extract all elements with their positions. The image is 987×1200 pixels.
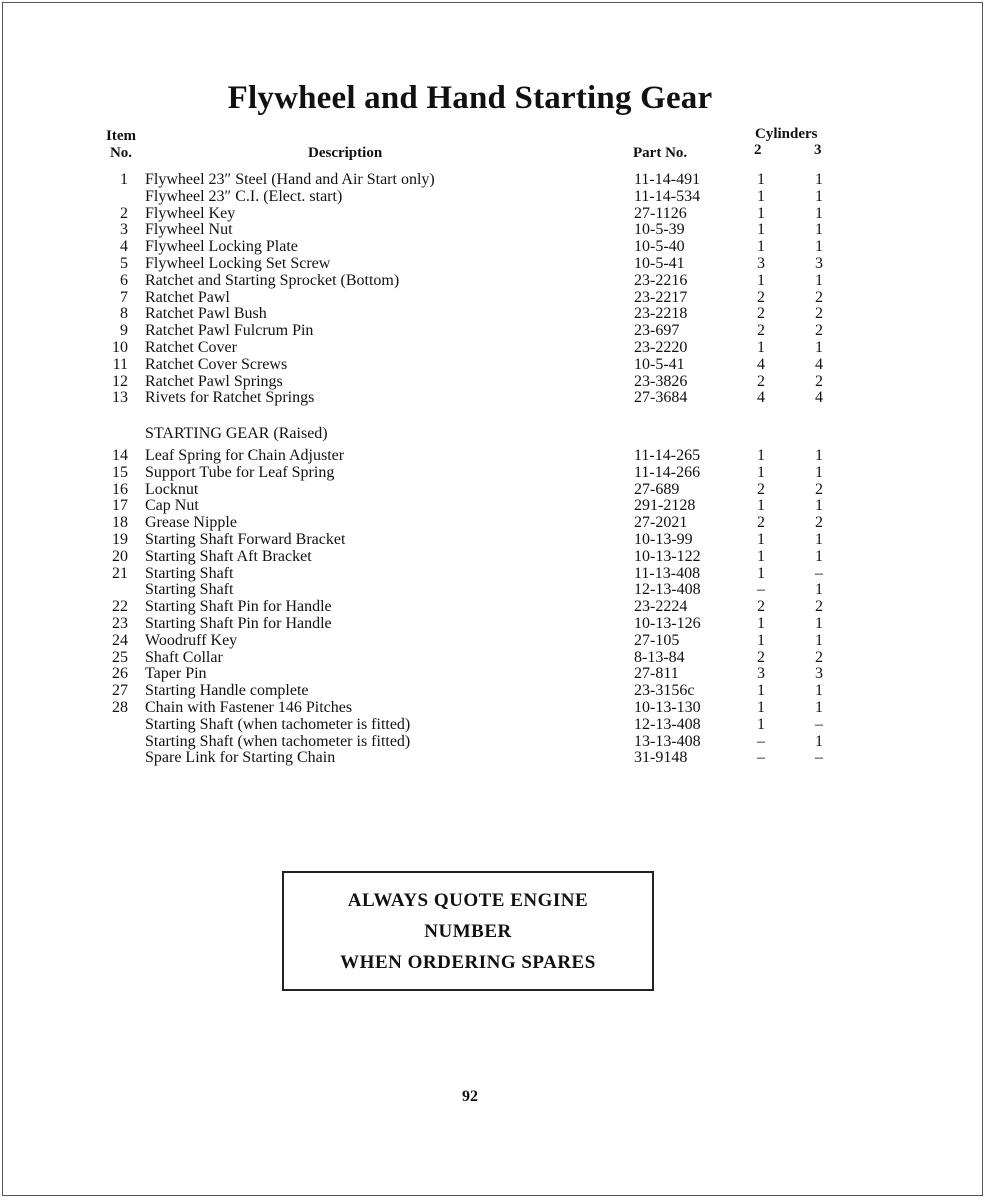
qty-2-cylinders: – — [757, 581, 765, 599]
qty-2-cylinders: 2 — [757, 305, 765, 323]
item-number: 20 — [112, 547, 128, 565]
qty-3-cylinders: 2 — [815, 648, 823, 666]
table-row — [0, 633, 987, 650]
qty-3-cylinders: 1 — [815, 682, 823, 700]
qty-3-cylinders: – — [815, 749, 823, 767]
part-description: Leaf Spring for Chain Adjuster — [145, 447, 345, 464]
item-number: 25 — [112, 648, 128, 666]
item-number: 14 — [112, 447, 128, 464]
table-row — [0, 256, 987, 273]
qty-2-cylinders: 1 — [757, 614, 765, 632]
table-row — [0, 650, 987, 667]
qty-3-cylinders: 1 — [815, 238, 823, 256]
part-description: Ratchet Pawl Bush — [145, 305, 267, 323]
qty-2-cylinders: 1 — [757, 238, 765, 256]
table-row — [0, 222, 987, 239]
part-description: Ratchet Cover — [145, 338, 237, 356]
qty-2-cylinders: 1 — [757, 221, 765, 239]
notice-line1: ALWAYS QUOTE ENGINE — [347, 890, 589, 911]
qty-2-cylinders: 1 — [757, 715, 765, 733]
qty-3-cylinders: 1 — [815, 732, 823, 750]
table-row — [0, 465, 987, 482]
part-number: 10-5-40 — [634, 238, 685, 256]
item-no-header — [100, 128, 142, 162]
item-header-line2: No. — [109, 145, 133, 161]
part-number: 11-14-266 — [634, 463, 701, 481]
qty-2-cylinders: 2 — [757, 514, 765, 532]
part-description: Starting Shaft (when tachometer is fitted) — [145, 715, 411, 733]
part-description: Spare Link for Starting Chain — [145, 749, 336, 767]
part-number: 31-9148 — [634, 749, 688, 767]
qty-2-cylinders: 1 — [757, 463, 765, 481]
table-row — [0, 206, 987, 223]
qty-3-cylinders: 1 — [815, 187, 823, 205]
qty-3-cylinders: 1 — [815, 698, 823, 716]
item-number: 26 — [112, 665, 128, 683]
table-row — [0, 357, 987, 374]
part-number: 8-13-84 — [634, 648, 685, 666]
qty-3-cylinders: 2 — [815, 514, 823, 532]
table-row — [0, 448, 987, 465]
description-header: Description — [308, 145, 383, 161]
part-description: Starting Shaft (when tachometer is fitted) — [145, 732, 411, 750]
item-number: 17 — [112, 497, 128, 515]
part-description: Starting Shaft Forward Bracket — [145, 530, 346, 548]
qty-3-cylinders: 2 — [815, 598, 823, 616]
qty-3-cylinders: 2 — [815, 288, 823, 306]
qty-2-cylinders: 2 — [757, 480, 765, 498]
table-row — [0, 306, 987, 323]
qty-2-cylinders: 4 — [757, 355, 765, 373]
table-row — [0, 599, 987, 616]
part-number: 10-13-130 — [634, 698, 701, 716]
table-row — [0, 616, 987, 633]
notice-line2: NUMBER — [424, 921, 512, 942]
qty-2-cylinders: 1 — [757, 682, 765, 700]
part-number: 10-5-41 — [634, 355, 685, 373]
part-number: 10-13-99 — [634, 530, 693, 548]
part-number: 11-14-491 — [634, 171, 701, 188]
table-row — [0, 172, 987, 189]
part-number: 23-2217 — [634, 288, 688, 306]
part-number: 23-697 — [634, 322, 680, 340]
part-number: 27-105 — [634, 631, 680, 649]
part-description: Cap Nut — [145, 497, 199, 515]
table-row — [0, 666, 987, 683]
part-no-header: Part No. — [633, 145, 688, 161]
item-number: 12 — [112, 372, 128, 390]
page-title: Flywheel and Hand Starting Gear — [227, 80, 713, 116]
table-row — [0, 515, 987, 532]
qty-3-cylinders: 1 — [815, 171, 823, 188]
qty-2-cylinders: 2 — [757, 372, 765, 390]
qty-2-cylinders: 2 — [757, 288, 765, 306]
part-description: Starting Shaft — [145, 581, 234, 599]
part-description: Starting Shaft Pin for Handle — [145, 598, 332, 616]
part-description: Flywheel Locking Set Screw — [145, 254, 331, 272]
part-number: 23-3156c — [634, 682, 695, 700]
part-description: Flywheel Locking Plate — [145, 238, 298, 256]
item-number: 10 — [112, 338, 128, 356]
part-description: Starting Handle complete — [145, 682, 309, 700]
table-row — [0, 482, 987, 499]
qty-3-cylinders: 1 — [815, 614, 823, 632]
part-number: 10-13-122 — [634, 547, 701, 565]
part-description: Shaft Collar — [145, 648, 223, 666]
part-number: 10-13-126 — [634, 614, 701, 632]
table-row — [0, 498, 987, 515]
part-description: Starting Shaft — [145, 564, 234, 582]
qty-3-cylinders: 4 — [815, 355, 823, 373]
qty-3-cylinders: 2 — [815, 305, 823, 323]
item-number: 19 — [112, 530, 128, 548]
qty-2-cylinders: 1 — [757, 447, 765, 464]
part-number: 11-14-265 — [634, 447, 701, 464]
starting-gear-parts-table — [0, 448, 987, 767]
qty-3-cylinders: 1 — [815, 463, 823, 481]
qty-3-cylinders: 2 — [815, 322, 823, 340]
part-description: Flywheel Key — [145, 204, 236, 222]
table-row — [0, 582, 987, 599]
table-row — [0, 734, 987, 751]
qty-2-cylinders: 1 — [757, 338, 765, 356]
qty-3-cylinders: 1 — [815, 547, 823, 565]
qty-2-cylinders: 1 — [757, 171, 765, 188]
item-number: 8 — [120, 305, 128, 323]
part-number: 23-2224 — [634, 598, 688, 616]
part-description: Ratchet Pawl — [145, 288, 230, 306]
qty-2-cylinders: 3 — [757, 254, 765, 272]
part-description: Flywheel 23″ C.I. (Elect. start) — [145, 187, 343, 205]
qty-2-cylinders: 1 — [757, 631, 765, 649]
part-number: 23-2218 — [634, 305, 688, 323]
item-header-line1: Item — [106, 128, 136, 144]
item-number: 23 — [112, 614, 128, 632]
part-description: Taper Pin — [145, 665, 207, 683]
part-description: Grease Nipple — [145, 514, 237, 532]
item-number: 3 — [120, 221, 128, 239]
notice-box — [282, 871, 654, 991]
qty-3-cylinders: 1 — [815, 338, 823, 356]
qty-2-cylinders: 1 — [757, 564, 765, 582]
item-number: 6 — [120, 271, 128, 289]
page-number: 92 — [462, 1088, 478, 1105]
qty-2-cylinders: 1 — [757, 204, 765, 222]
item-number: 28 — [112, 698, 128, 716]
notice-line3: WHEN ORDERING SPARES — [340, 952, 596, 973]
table-row — [0, 323, 987, 340]
part-number: 12-13-408 — [634, 715, 701, 733]
qty-3-cylinders: 1 — [815, 221, 823, 239]
part-description: Starting Shaft Pin for Handle — [145, 614, 332, 632]
qty-2-cylinders: 2 — [757, 648, 765, 666]
part-number: 27-811 — [634, 665, 679, 683]
part-number: 12-13-408 — [634, 581, 701, 599]
table-row — [0, 239, 987, 256]
item-number: 1 — [120, 171, 128, 188]
qty-3-cylinders: 1 — [815, 271, 823, 289]
table-row — [0, 532, 987, 549]
item-number: 24 — [112, 631, 128, 649]
part-description: Ratchet Pawl Fulcrum Pin — [145, 322, 314, 340]
part-number: 27-689 — [634, 480, 680, 498]
table-row — [0, 390, 987, 407]
table-row — [0, 549, 987, 566]
part-description: Starting Shaft Aft Bracket — [145, 547, 312, 565]
qty-2-cylinders: 1 — [757, 698, 765, 716]
table-row — [0, 340, 987, 357]
qty-3-cylinders: 2 — [815, 372, 823, 390]
qty-3-cylinders: – — [815, 715, 823, 733]
qty-2-cylinders: 2 — [757, 322, 765, 340]
part-description: Ratchet Pawl Springs — [145, 372, 283, 390]
part-number: 27-2021 — [634, 514, 688, 532]
part-description: Ratchet and Starting Sprocket (Bottom) — [145, 271, 400, 289]
part-description: Support Tube for Leaf Spring — [145, 463, 335, 481]
qty-3-cylinders: 1 — [815, 497, 823, 515]
qty-3-cylinders: 1 — [815, 631, 823, 649]
part-number: 23-3826 — [634, 372, 688, 390]
flywheel-parts-table — [0, 172, 987, 407]
part-number: 13-13-408 — [634, 732, 701, 750]
part-number: 10-5-41 — [634, 254, 685, 272]
part-description: Rivets for Ratchet Springs — [145, 389, 315, 407]
cylinders-header: Cylinders — [755, 126, 818, 142]
table-row — [0, 717, 987, 734]
table-row — [0, 700, 987, 717]
qty-2-cylinders: 2 — [757, 598, 765, 616]
part-number: 10-5-39 — [634, 221, 685, 239]
qty-3-cylinders: 1 — [815, 530, 823, 548]
qty-2-cylinders: 1 — [757, 271, 765, 289]
cylinders-3-header: 3 — [814, 142, 822, 158]
qty-2-cylinders: 4 — [757, 389, 765, 407]
item-number: 9 — [120, 322, 128, 340]
item-number: 22 — [112, 598, 128, 616]
item-number: 18 — [112, 514, 128, 532]
item-number: 15 — [112, 463, 128, 481]
qty-2-cylinders: 1 — [757, 187, 765, 205]
qty-3-cylinders: 1 — [815, 581, 823, 599]
part-description: Flywheel 23″ Steel (Hand and Air Start only) — [145, 171, 435, 188]
qty-2-cylinders: – — [757, 732, 765, 750]
qty-2-cylinders: 1 — [757, 547, 765, 565]
item-number: 11 — [112, 355, 128, 373]
qty-3-cylinders: 1 — [815, 447, 823, 464]
qty-3-cylinders: 1 — [815, 204, 823, 222]
table-row — [0, 750, 987, 767]
item-number: 5 — [120, 254, 128, 272]
part-number: 23-2216 — [634, 271, 688, 289]
qty-2-cylinders: 1 — [757, 530, 765, 548]
qty-3-cylinders: – — [815, 564, 823, 582]
item-number: 13 — [112, 389, 128, 407]
item-number: 16 — [112, 480, 128, 498]
table-row — [0, 374, 987, 391]
part-number: 291-2128 — [634, 497, 696, 515]
qty-2-cylinders: 3 — [757, 665, 765, 683]
part-description: Flywheel Nut — [145, 221, 233, 239]
qty-3-cylinders: 4 — [815, 389, 823, 407]
item-number: 4 — [120, 238, 128, 256]
item-number: 27 — [112, 682, 128, 700]
item-number: 7 — [120, 288, 128, 306]
table-row — [0, 273, 987, 290]
item-number: 2 — [120, 204, 128, 222]
cylinders-2-header: 2 — [754, 142, 762, 158]
qty-3-cylinders: 3 — [815, 665, 823, 683]
qty-3-cylinders: 2 — [815, 480, 823, 498]
table-row — [0, 189, 987, 206]
part-number: 27-1126 — [634, 204, 687, 222]
part-description: Woodruff Key — [145, 631, 238, 649]
table-row — [0, 683, 987, 700]
part-number: 11-13-408 — [634, 564, 701, 582]
section-title-starting-gear: STARTING GEAR (Raised) — [145, 425, 328, 442]
part-description: Locknut — [145, 480, 199, 498]
table-row — [0, 290, 987, 307]
part-number: 27-3684 — [634, 389, 688, 407]
part-number: 11-14-534 — [634, 187, 701, 205]
qty-3-cylinders: 3 — [815, 254, 823, 272]
part-description: Ratchet Cover Screws — [145, 355, 288, 373]
qty-2-cylinders: 1 — [757, 497, 765, 515]
part-number: 23-2220 — [634, 338, 688, 356]
qty-2-cylinders: – — [757, 749, 765, 767]
part-description: Chain with Fastener 146 Pitches — [145, 698, 353, 716]
item-number: 21 — [112, 564, 128, 582]
table-row — [0, 566, 987, 583]
